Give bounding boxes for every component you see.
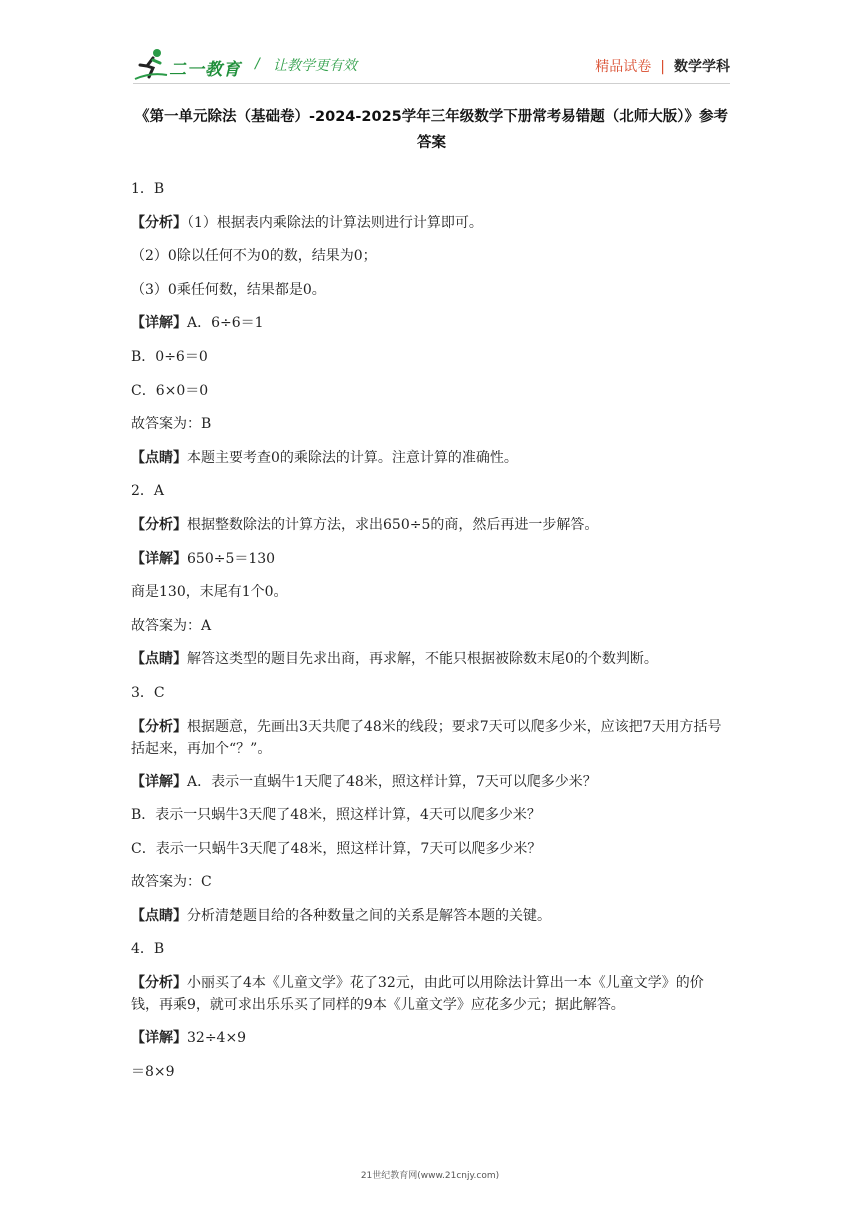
answer-line <box>131 380 731 414</box>
subject-label: 数学学科 <box>674 59 730 75</box>
line-text: 商是130，末尾有1个0。 <box>131 584 288 601</box>
line-text: 32÷4×9 <box>187 1030 247 1047</box>
line-text: 650÷5＝130 <box>187 550 276 567</box>
logo <box>133 46 253 82</box>
line-text: 本题主要考查0的乘除法的计算。注意计算的准确性。 <box>187 449 518 466</box>
answer-line <box>131 312 731 346</box>
line-text: 小丽买了4本《儿童文学》花了32元，由此可以用除法计算出一本《儿童文学》的价钱，再乘9，就可求出乐乐买了同样的9本《儿童文学》应花多少元；据此解答。 <box>131 975 704 1014</box>
line-text: B．表示一只蜗牛3天爬了48米，照这样计算，4天可以爬多少米？ <box>131 807 541 824</box>
section-tag: 【详解】 <box>131 550 187 567</box>
section-tag: 【分析】 <box>131 214 187 231</box>
answer-line <box>131 972 731 1016</box>
section-tag: 【详解】 <box>131 315 187 332</box>
answer-line <box>131 413 731 447</box>
line-text: A．表示一直蜗牛1天爬了48米，照这样计算，7天可以爬多少米？ <box>187 773 597 790</box>
answer-line <box>131 212 731 246</box>
document-title: 《第一单元除法（基础卷）-2024-2025学年三年级数学下册常考易错题（北师大版）》参考答案 <box>135 109 728 151</box>
line-text: C．6×0＝0 <box>131 382 209 399</box>
line-text: 3．C <box>131 684 165 701</box>
line-text: 1．B <box>131 181 165 197</box>
line-text: （1）根据表内乘除法的计算法则进行计算即可。 <box>187 214 483 231</box>
header-divider <box>133 83 730 84</box>
line-text: 分析清楚题目给的各种数量之间的关系是解答本题的关键。 <box>187 907 551 924</box>
answer-line <box>131 648 731 682</box>
line-text: （2）0除以任何不为0的数，结果为0； <box>131 248 377 265</box>
line-text: 根据题意，先画出3天共爬了48米的线段；要求7天可以爬多少米，应该把7天用方括号括起来，再加个“？”。 <box>131 718 722 757</box>
line-text: 根据整数除法的计算方法，求出650÷5的商，然后再进一步解答。 <box>187 516 599 533</box>
line-text: 故答案为：B <box>131 416 212 433</box>
answer-line <box>131 245 731 279</box>
tag-divider: | <box>660 59 665 75</box>
line-text: B．0÷6＝0 <box>131 348 208 365</box>
line-text: 解答这类型的题目先求出商，再求解，不能只根据被除数末尾0的个数判断。 <box>187 651 658 668</box>
answer-line <box>131 871 731 905</box>
page-header <box>133 46 730 82</box>
section-tag: 【分析】 <box>131 516 187 533</box>
answer-line <box>131 548 731 582</box>
line-text: ＝8×9 <box>131 1063 175 1080</box>
answer-line <box>131 346 731 380</box>
answer-line <box>131 178 731 212</box>
section-tag: 【点睛】 <box>131 449 187 466</box>
answer-line <box>131 905 731 939</box>
slogan-separator: / <box>255 56 260 72</box>
answer-line <box>131 716 731 760</box>
answer-line <box>131 514 731 548</box>
line-text: C．表示一只蜗牛3天爬了48米，照这样计算，7天可以爬多少米？ <box>131 840 542 857</box>
answer-line <box>131 615 731 649</box>
answer-line <box>131 1061 731 1095</box>
line-text: A．6÷6＝1 <box>187 315 264 332</box>
section-tag: 【详解】 <box>131 773 187 790</box>
answer-line <box>131 447 731 481</box>
section-tag: 【详解】 <box>131 1030 187 1047</box>
answer-line <box>131 804 731 838</box>
section-tag: 【点睛】 <box>131 907 187 924</box>
section-tag: 【分析】 <box>131 718 187 735</box>
slogan: 让教学更有效 <box>273 58 357 74</box>
quality-label: 精品试卷 <box>595 59 652 75</box>
line-text: 2．A <box>131 483 165 500</box>
section-tag: 【点睛】 <box>131 651 187 668</box>
line-text: 故答案为：A <box>131 617 212 634</box>
line-text: （3）0乘任何数，结果都是0。 <box>131 281 326 298</box>
line-text: 故答案为：C <box>131 874 212 891</box>
runner-icon <box>133 46 169 82</box>
page-footer: 21世纪教育网(www.21cnjy.com) <box>360 1171 500 1181</box>
answer-line <box>131 938 731 972</box>
answer-line <box>131 1027 731 1061</box>
section-tag: 【分析】 <box>131 975 187 992</box>
answer-line <box>131 581 731 615</box>
answer-line <box>131 480 731 514</box>
answer-line <box>131 279 731 313</box>
line-text: 4．B <box>131 941 165 958</box>
logo-text: 二一教育 <box>169 60 241 80</box>
answer-line <box>131 838 731 872</box>
subject-tag <box>595 56 730 76</box>
answer-line <box>131 682 731 716</box>
answer-line <box>131 771 731 805</box>
answer-content <box>131 178 731 1094</box>
